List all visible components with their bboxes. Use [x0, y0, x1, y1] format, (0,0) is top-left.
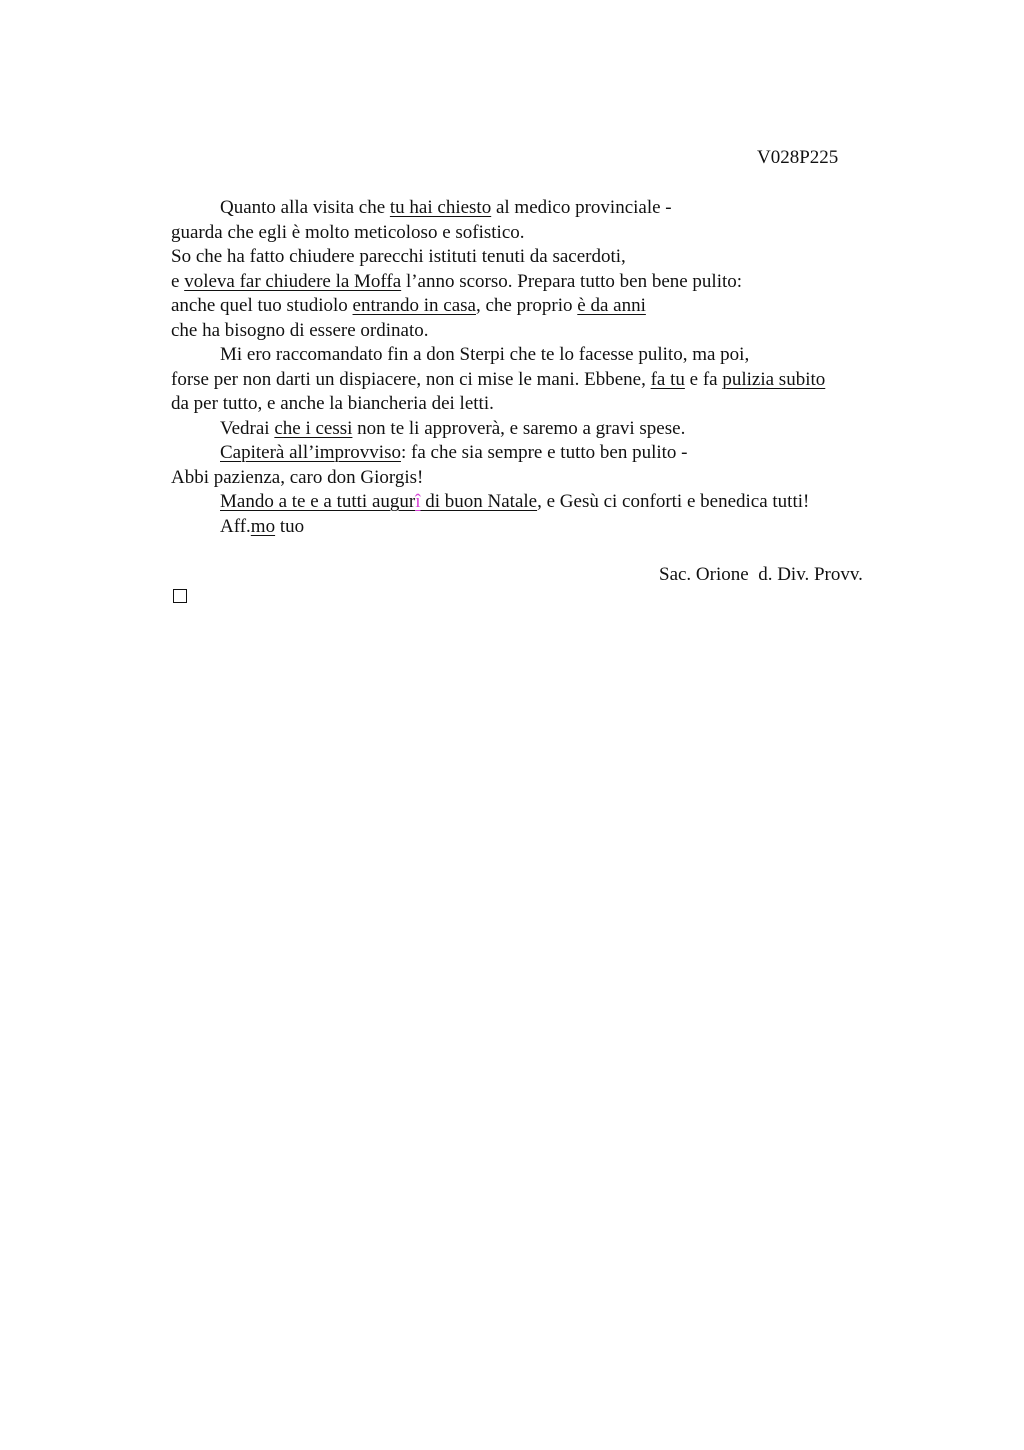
text-segment: Vedrai — [220, 417, 275, 439]
text-line — [171, 515, 911, 540]
text-line — [171, 343, 911, 368]
text-segment: e fa — [684, 368, 723, 390]
text-segment: e — [171, 270, 185, 292]
text-segment: Abbi pazienza, caro don Giorgis! — [171, 466, 424, 488]
underlined-text: di buon Natale — [420, 491, 538, 512]
text-line — [171, 466, 911, 491]
underlined-text: î — [415, 491, 421, 512]
text-segment: Aff. — [220, 515, 251, 537]
underlined-text: voleva far chiudere la Moffa — [184, 270, 402, 292]
checkbox-square-glyph — [173, 589, 187, 603]
text-segment: l’anno scorso. Prepara tutto ben bene pulito: — [401, 270, 743, 292]
text-segment: forse per non darti un dispiacere, non ci mise le mani. Ebbene, — [171, 368, 651, 390]
text-segment: Mi ero raccomandato fin a don Sterpi che te lo facesse pulito, ma poi, — [220, 344, 750, 365]
signature: Sac. Orione d. Div. Provv. — [659, 564, 863, 585]
text-line — [171, 221, 911, 246]
text-segment: anche quel tuo studiolo — [171, 295, 353, 316]
text-segment: tuo — [275, 515, 305, 537]
text-segment: So che ha fatto chiudere parecchi istituti tenuti da sacerdoti, — [171, 246, 626, 267]
text-segment: , che proprio — [475, 295, 578, 316]
underlined-text: Capiterà all’improvviso — [220, 442, 401, 463]
text-segment: al medico provinciale - — [491, 197, 672, 218]
page-code: V028P225 — [757, 147, 839, 168]
text-line — [171, 196, 911, 221]
underlined-text: è da anni — [577, 295, 646, 316]
text-segment: : fa che sia sempre e tutto ben pulito - — [400, 442, 688, 463]
text-line — [171, 270, 911, 295]
text-line — [171, 368, 911, 393]
text-line — [171, 441, 911, 466]
text-segment: , e Gesù ci conforti e benedica tutti! — [537, 491, 810, 512]
text-line — [171, 417, 911, 442]
text-segment: Quanto alla visita che — [220, 197, 390, 218]
letter-body — [171, 196, 911, 539]
underlined-text: Mando a te e a tutti augur — [220, 491, 416, 512]
text-segment: guarda che egli è molto meticoloso e sofistico. — [171, 221, 525, 243]
text-line — [171, 245, 911, 270]
underlined-text: tu hai chiesto — [389, 197, 492, 218]
text-segment: da per tutto, e anche la biancheria dei letti. — [171, 393, 494, 414]
underlined-text: che i cessi — [274, 417, 353, 439]
underlined-text: fa tu — [650, 368, 685, 390]
text-line — [171, 319, 911, 344]
text-line — [171, 490, 911, 515]
underlined-text: mo — [250, 515, 276, 537]
text-line — [171, 392, 911, 417]
underlined-text: pulizia subito — [722, 368, 826, 390]
underlined-text: entrando in casa — [352, 295, 476, 316]
text-segment: non te li approverà, e saremo a gravi spese. — [352, 417, 686, 439]
text-segment: che ha bisogno di essere ordinato. — [171, 319, 429, 341]
text-line — [171, 294, 911, 319]
